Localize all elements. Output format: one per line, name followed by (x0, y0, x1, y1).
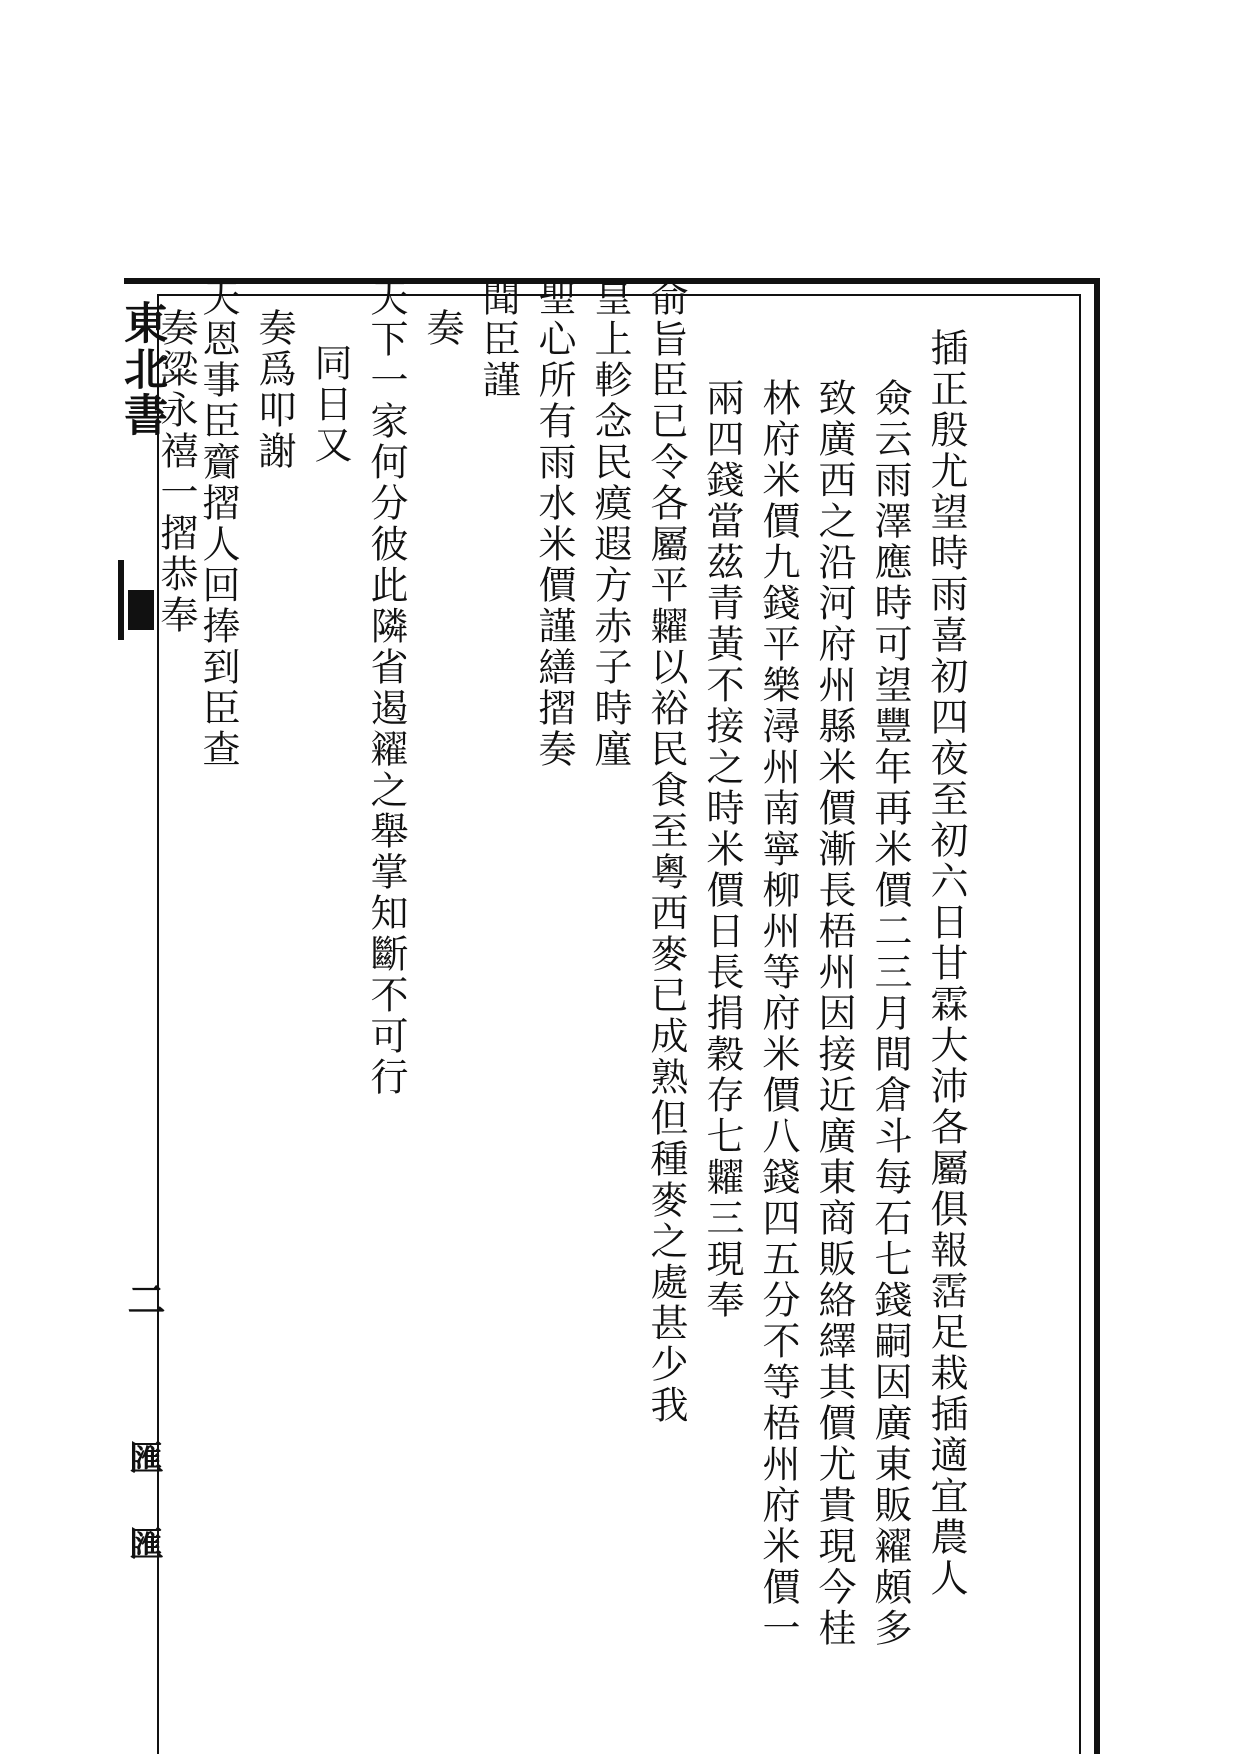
text-column-8: 聖心所有雨水米價謹繕摺奏 (532, 278, 576, 770)
text-column-10: 奏 (420, 308, 464, 349)
text-column-6: 俞旨臣已令各屬平糶以裕民食至粵西麥已成熟但種麥之處甚少我 (644, 278, 688, 1426)
page-number: 二 (121, 1280, 166, 1318)
text-column-3: 致廣西之沿河府州縣米價漸長梧州因接近廣東商販絡繹其價尤貴現今桂 (812, 378, 856, 1649)
text-column-14: 天恩事臣齎摺人回捧到臣查 (196, 278, 240, 770)
text-column-15: 奏粱永禧一摺恭奉 (154, 308, 198, 636)
text-column-5: 兩四錢當茲青黃不接之時米價日長捐穀存七糶三現奉 (700, 378, 744, 1321)
text-column-7: 皇上軫念民瘼遐方赤子時廑 (588, 278, 632, 770)
text-column-11: 天下一家何分彼此隣省遏糴之舉掌知斷不可行 (364, 278, 408, 1098)
text-column-4: 林府米價九錢平樂潯州南寧柳州等府米價八錢四五分不等梧州府米價一 (756, 378, 800, 1649)
text-column-9: 聞臣謹 (476, 278, 520, 401)
printer-mark: 匯 匯 (123, 1440, 163, 1580)
text-column-12: 同日又 (308, 343, 352, 466)
text-column-13: 奏爲叩謝 (252, 308, 296, 472)
book-title: 東北書 (116, 300, 167, 438)
text-column-1: 插正殷尤望時雨喜初四夜至初六日甘霖大沛各屬俱報霑足栽插適宜農人 (924, 328, 968, 1599)
text-column-2: 僉云雨澤應時可望豐年再米價二三月間倉斗每石七錢嗣因廣東販糴頗多 (868, 378, 912, 1649)
